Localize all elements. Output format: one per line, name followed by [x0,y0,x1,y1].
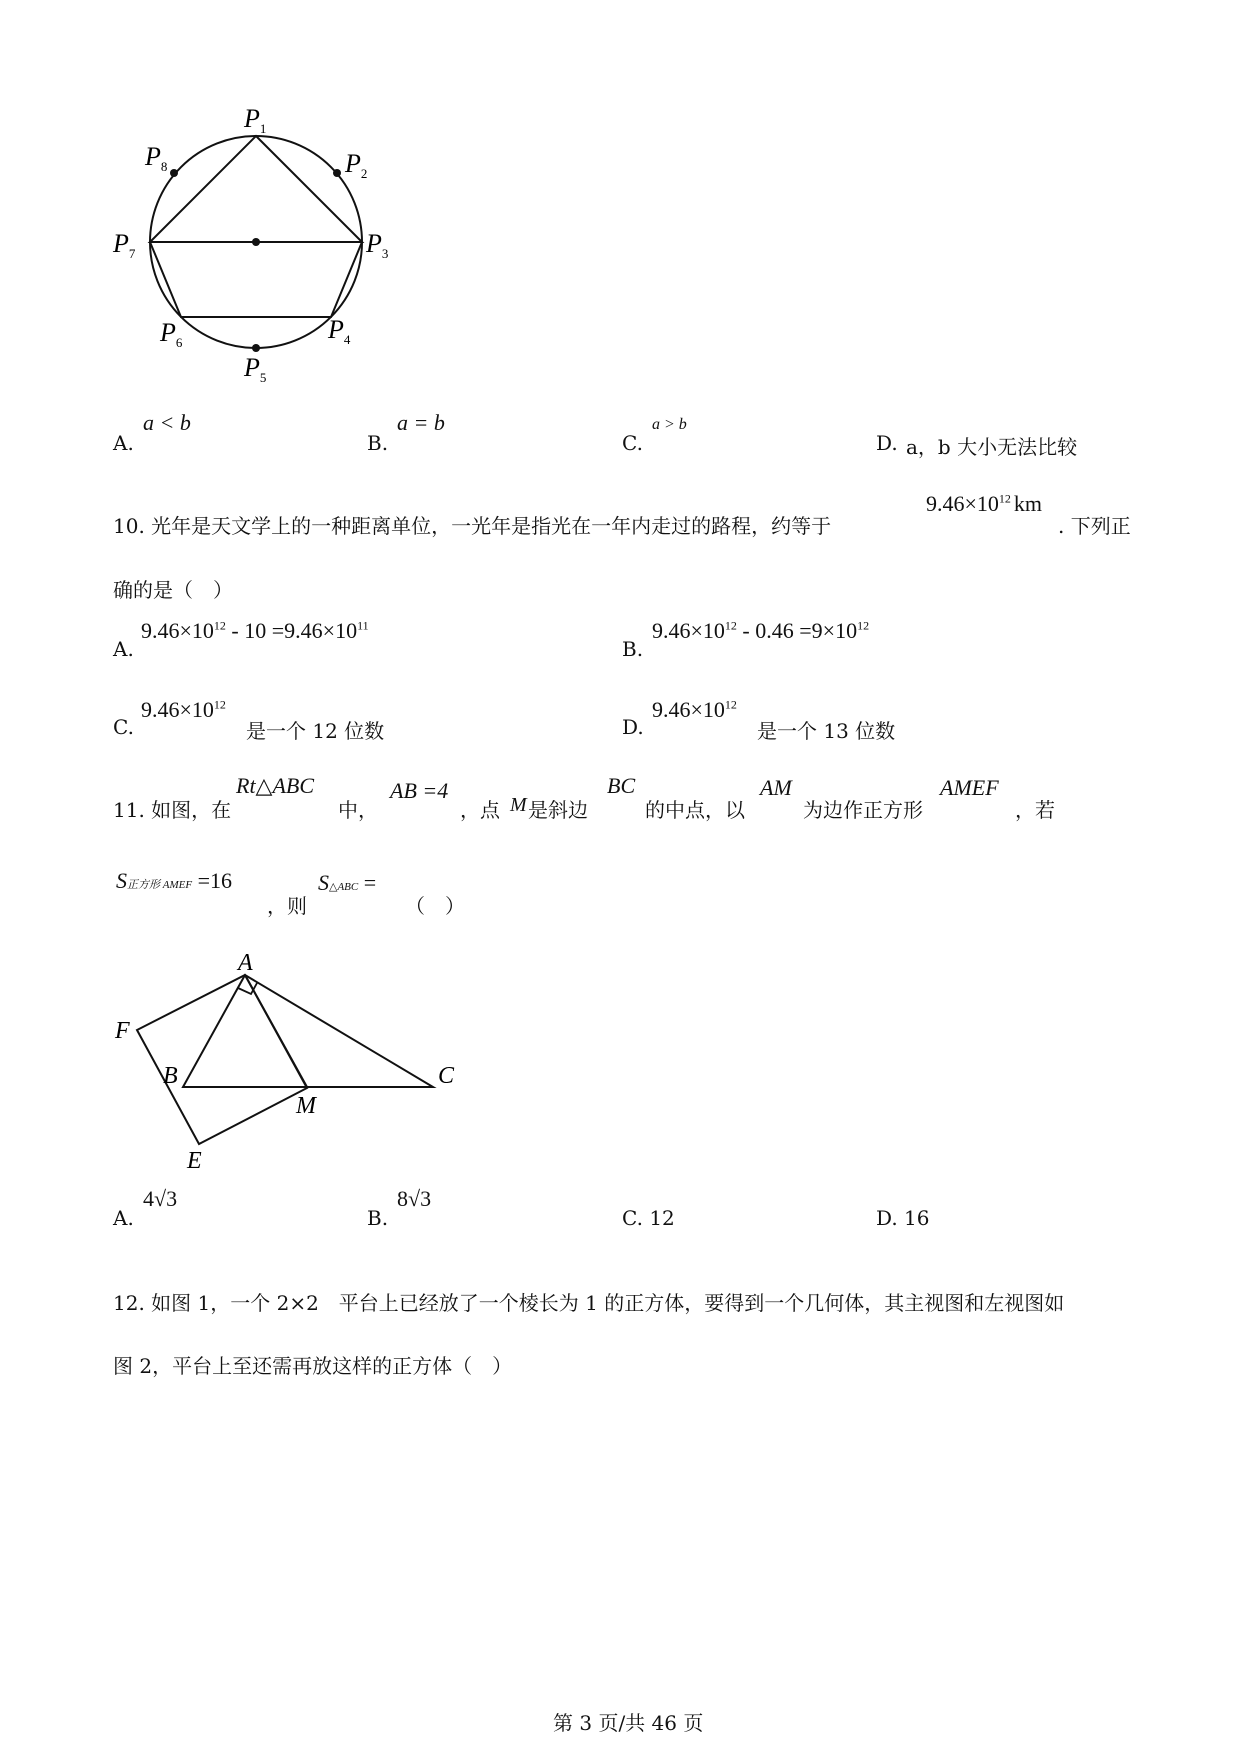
q10-value-unit: km [1013,491,1043,516]
q10-value-exp: 12 [998,491,1011,506]
q11-point-m: M [510,794,527,816]
point-p8-dot [170,169,178,177]
q11-am: AM [760,775,792,800]
label-p3: $P_3$ [366,229,389,261]
label-p6: $P_6$ [160,318,183,350]
q11-option-a-letter: A. [113,1206,134,1230]
circle-figure [95,90,389,390]
q11-area-square: S正方形 AMEF =16 [116,868,232,893]
q10-option-d-expr: $9.46\times 10^{12}$ [652,697,737,722]
q10-option-c-text: 是一个 12 位数 [246,719,385,743]
q10-option-a-expr: $9.46\times 10^{12} - 10 =9.46\times 10^{11}$ [141,618,369,643]
label-p1: $P_1$ [244,104,267,136]
q12-line2: 图 2，平台上至还需再放这样的正方体（ ） [113,1354,513,1378]
page-footer: 第 3 页/共 46 页 [553,1711,704,1735]
q11-text-4: 是斜边 [528,798,588,822]
q11-text-1: 11. 如图，在 [113,798,232,822]
q9-option-c-math: a > b [652,416,687,433]
q11-text-3: ，点 [460,798,500,822]
q11-area-triangle: S△ABC = [318,870,377,895]
q9-option-d-text: a，b 大小无法比较 [906,435,1078,459]
q12-line1: 12. 如图 1，一个 2×2 平台上已经放了一个棱长为 1 的正方体，要得到一个几何体，其主视图和左视图如 [113,1291,1065,1315]
label-p4: $P_4$ [328,315,351,347]
q11-text-6: 为边作正方形 [803,798,923,822]
q11-text-9: （ ） [405,894,465,918]
q9-option-a-letter: A. [113,431,134,455]
q11-option-d: D. 16 [876,1206,930,1230]
q11-ab-eq: AB =4 [390,778,449,803]
q10-stem-part2: . 下列正 [1058,514,1131,538]
segment-am [245,975,307,1087]
center-dot [252,238,260,246]
point-p5-dot [252,344,260,352]
q11-rt-abc: Rt△ABC [236,773,315,798]
q10-value [926,491,1042,517]
q11-option-b-letter: B. [367,1206,389,1230]
q10-stem-line2: 确的是（ ） [113,578,233,602]
q9-option-a-math: a < b [143,410,191,435]
q11-text-2: 中， [338,798,378,822]
fig-label-f: F [115,1018,130,1044]
q9-option-a [113,431,134,455]
q9-option-b-letter: B. [367,431,389,455]
square-amef [137,975,307,1144]
q11-option-a-val: 4√3 [143,1186,178,1211]
label-p8: $P_8$ [145,142,168,174]
fig-label-m: M [296,1093,316,1119]
q9-option-c-letter: C. [622,431,643,455]
q10-option-b-letter: B. [622,637,644,661]
q9-option-b-math: a = b [397,410,445,435]
q10-option-c-expr: $9.46\times 10^{12}$ [141,697,226,722]
q10-option-c-letter: C. [113,715,134,739]
label-p7: $P_7$ [113,229,136,261]
q11-option-c: C. 12 [622,1206,675,1230]
q10-value-base: 9.46×10 [926,491,999,516]
q10-option-a-letter: A. [113,637,134,661]
q11-text-7: ，若 [1015,798,1055,822]
label-p2: $P_2$ [345,149,368,181]
fig-label-b: B [163,1063,178,1089]
q11-option-b-val: 8√3 [397,1186,432,1211]
fig-label-e: E [187,1148,202,1174]
trapezoid-p7-p6-p4-p3 [150,242,362,317]
q11-text-8: ，则 [267,894,307,918]
fig-label-c: C [438,1063,455,1089]
fig-label-a: A [238,950,253,976]
q10-option-b-expr: $9.46\times 10^{12} - 0.46 =9\times 10^{12}$ [652,618,870,643]
triangle-p1-p3-p7 [150,136,362,242]
label-p5: $P_5$ [244,353,267,385]
q10-option-d-letter: D. [622,715,644,739]
q11-bc: BC [607,773,636,798]
q9-option-d-letter: D. [876,431,898,455]
q11-amef: AMEF [940,775,999,800]
q10-option-d-text: 是一个 13 位数 [757,719,896,743]
q10-stem-part1: 10. 光年是天文学上的一种距离单位，一光年是指光在一年内走过的路程，约等于 [113,514,832,538]
point-p2-dot [333,169,341,177]
q11-text-5: 的中点，以 [645,798,745,822]
triangle-abc [183,975,433,1087]
triangle-square-figure [105,940,475,1175]
